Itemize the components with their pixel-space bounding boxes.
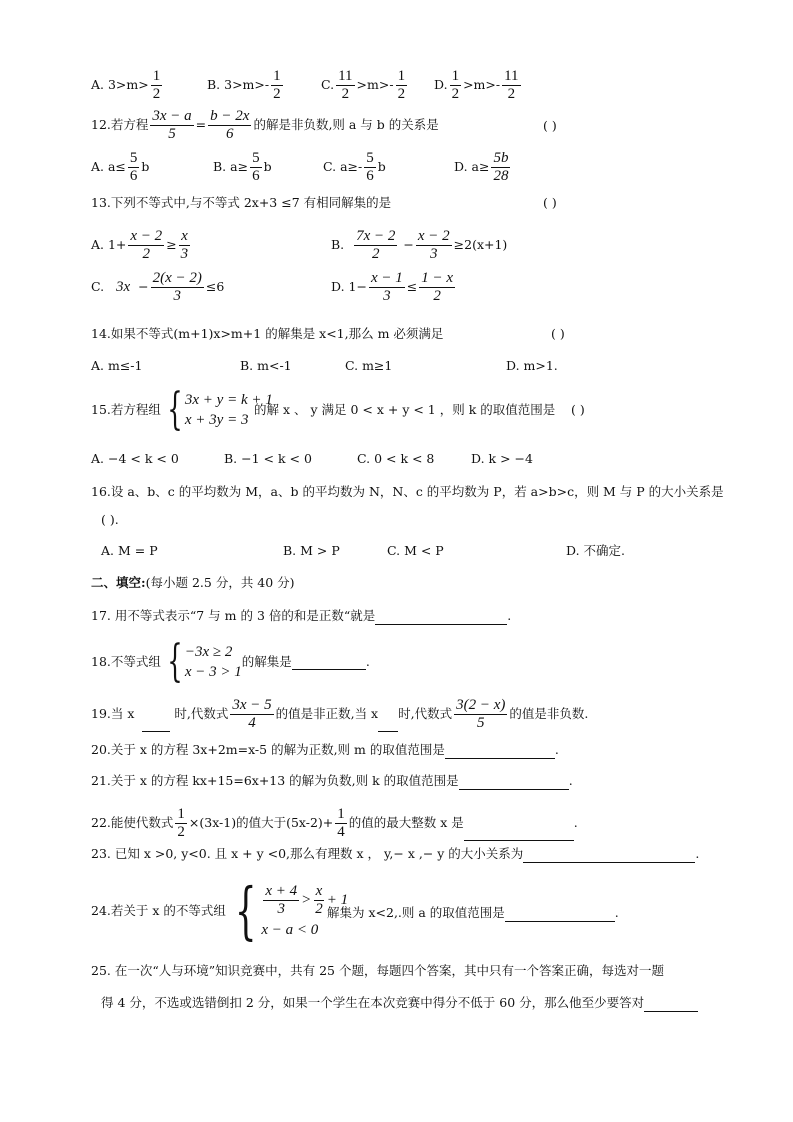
q20: 20.关于 x 的方程 3x+2m=x-5 的解为正数,则 m 的取值范围是 .: [91, 742, 559, 757]
q15-option-c: C. 0 < k < 8: [357, 451, 435, 466]
q11-option-a: A. 3>m> $\frac{1}{2}$: [91, 68, 161, 102]
fraction: $\frac{11}{2}$: [338, 68, 353, 102]
q16-stem: 16.设 a、b、c 的平均数为 M，a、b 的平均数为 N，N、c 的平均数为 P，若 a>b>c，则 M 与 P 的大小关系是: [91, 484, 724, 499]
left-brace: {: [167, 636, 183, 687]
answer-blank[interactable]: [644, 997, 698, 1012]
answer-blank[interactable]: [505, 907, 615, 922]
fraction: $\frac{1}{2}$: [451, 68, 460, 102]
q14-option-c: C. m≥1: [345, 358, 393, 373]
q12-option-c: C. a≥- $\frac{5}{6}$ b: [323, 150, 386, 184]
fraction: $\frac{7x - 2}{2}$: [356, 228, 396, 262]
q18: 18.不等式组 { −3x ≥ 2 x − 3 > 1 的解集是 .: [91, 636, 370, 687]
section-heading: 二、填空:(每小题 2.5 分，共 40 分): [91, 575, 295, 590]
q14-option-b: B. m<-1: [240, 358, 292, 373]
q12-option-d: D. a≥ $\frac{5b}{28}$: [454, 150, 509, 184]
answer-blank[interactable]: [464, 826, 574, 841]
fraction: $\frac{x}{3}$: [180, 228, 189, 262]
q15-option-a: A. −4 < k < 0: [91, 451, 179, 466]
inequality-system: { $\frac{x + 4}{3}$ > $\frac{x}{2}$ + 1 x − a < 0: [234, 874, 349, 947]
fraction: $\frac{x - 2}{2}$: [130, 228, 163, 262]
q11-option-c: C. $\frac{11}{2}$ >m>- $\frac{1}{2}$: [321, 68, 406, 102]
fraction: $\frac{3(2 - x)}{5}$: [456, 697, 506, 731]
q11-options: [91, 68, 164, 103]
q15-condition: 的解 x 、 y 满足 0 < x + y < 1 ，则 k 的取值范围是: [254, 402, 556, 417]
fraction: $\frac{5}{6}$: [129, 150, 138, 184]
left-brace: {: [234, 874, 257, 947]
q13-option-d: D. 1− $\frac{x - 1}{3}$ ≤ $\frac{1 - x}{2}$: [331, 270, 453, 304]
left-brace: {: [167, 384, 183, 435]
q14-option-a: A. m≤-1: [91, 358, 143, 373]
q25-line-2: 得 4 分，不选或选错倒扣 2 分，如果一个学生在本次竞赛中得分不低于 60 分，那么他至少要答对: [101, 994, 698, 1012]
answer-blank[interactable]: [375, 610, 507, 625]
q16-option-b: B. M > P: [283, 543, 340, 558]
answer-paren: ( ).: [101, 512, 119, 527]
fraction: $\frac{2(x - 2)}{3}$: [152, 270, 202, 304]
q12-option-a: A. a≤ $\frac{5}{6}$ b: [91, 150, 150, 184]
q16-option-a: A. M = P: [101, 543, 158, 558]
equation-system: { 3x + y = k + 1 x + 3y = 3: [167, 384, 273, 435]
q15-option-d: D. k > −4: [471, 451, 533, 466]
q14-stem: 14.如果不等式(m+1)x>m+1 的解集是 x<1,那么 m 必须满足: [91, 326, 444, 341]
fraction: $\frac{x - 1}{3}$: [370, 270, 403, 304]
fraction: $\frac{3x - a}{5}$: [152, 108, 192, 142]
answer-paren: ( ): [543, 195, 557, 210]
fraction: $\frac{3x - 5}{4}$: [232, 697, 272, 731]
q11-option-d: D. $\frac{1}{2}$ >m>- $\frac{11}{2}$: [434, 68, 519, 102]
q25-line-1: 25. 在一次“人与环境”知识竞赛中，共有 25 个题，每题四个答案，其中只有一个答案正确，每选对一题: [91, 963, 664, 978]
q15-stem: 15.若方程组 { 3x + y = k + 1 x + 3y = 3: [91, 384, 273, 435]
answer-blank[interactable]: [378, 717, 398, 732]
answer-blank[interactable]: [523, 848, 695, 863]
q13-stem: 13.下列不等式中,与不等式 2x+3 ≤7 有相同解集的是: [91, 195, 392, 210]
q24-condition: 解集为 x<2,.则 a 的取值范围是 .: [327, 905, 619, 920]
q12-stem: 12.若方程 $\frac{3x - a}{5}$ = $\frac{b - 2x}{6}$ 的解是非负数,则 a 与 b 的关系是: [91, 108, 439, 142]
q12-option-b: B. a≥ $\frac{5}{6}$ b: [213, 150, 272, 184]
fraction: $\frac{1}{2}$: [273, 68, 281, 102]
fraction: $\frac{1 - x}{2}$: [421, 270, 453, 304]
answer-blank[interactable]: [292, 655, 366, 670]
q23: 23. 已知 x >0, y<0. 且 x + y <0,那么有理数 x ， y,− x ,− y 的大小关系为 .: [91, 846, 700, 861]
fraction: $\frac{b - 2x}{6}$: [210, 108, 250, 142]
fraction: $\frac{11}{2}$: [504, 68, 519, 102]
q16-option-d: D. 不确定.: [566, 543, 625, 558]
answer-paren: ( ): [551, 326, 565, 341]
fraction: $\frac{1}{2}$: [152, 68, 161, 102]
answer-paren: ( ): [571, 402, 585, 417]
answer-blank[interactable]: [459, 775, 569, 790]
fraction: $\frac{1}{2}$: [177, 806, 185, 840]
q17: 17. 用不等式表示“7 与 m 的 3 倍的和是正数“就是 .: [91, 608, 512, 623]
q13-option-c: C. 3x − $\frac{2(x - 2)}{3}$ ≤6: [91, 270, 225, 304]
q11-option-b: B. 3>m>- $\frac{1}{2}$: [207, 68, 281, 102]
fraction: $\frac{x}{2}$: [315, 883, 323, 917]
fraction: $\frac{5}{6}$: [366, 150, 374, 184]
answer-paren: ( ): [543, 118, 557, 133]
system-row-1: $\frac{x + 4}{3}$ > $\frac{x}{2}$ + 1: [265, 883, 349, 917]
q15-option-b: B. −1 < k < 0: [224, 451, 312, 466]
q14-option-d: D. m>1.: [506, 358, 558, 373]
fraction: $\frac{1}{4}$: [337, 806, 345, 840]
q22: 22.能使代数式 $\frac{1}{2}$ ×(3x-1)的值大于(5x-2)+ $\frac{1}{4}$ 的值的最大整数 x 是 .: [91, 806, 578, 840]
fraction: $\frac{x - 2}{3}$: [417, 228, 450, 262]
q24: 24.若关于 x 的不等式组 { $\frac{x + 4}{3}$ > $\frac{x}{2}$ + 1 x − a < 0: [91, 874, 349, 947]
fraction: $\frac{5}{6}$: [252, 150, 260, 184]
answer-blank[interactable]: [445, 744, 555, 759]
fraction: $\frac{1}{2}$: [397, 68, 406, 102]
q13-option-b: B. $\frac{7x - 2}{2}$ − $\frac{x - 2}{3}$ ≥2(x+1): [331, 228, 508, 262]
fraction: $\frac{x + 4}{3}$: [265, 883, 298, 917]
inequality-system: { −3x ≥ 2 x − 3 > 1: [167, 636, 242, 687]
q13-option-a: A. 1+ $\frac{x - 2}{2}$ ≥ $\frac{x}{3}$: [91, 228, 189, 262]
q19: 19.当 x 时,代数式 $\frac{3x - 5}{4}$ 的值是非正数,当 x 时,代数式 $\frac{3(2 - x)}{5}$ 的值是非负数.: [91, 697, 589, 731]
q21: 21.关于 x 的方程 kx+15=6x+13 的解为负数,则 k 的取值范围是 .: [91, 773, 573, 788]
fraction: $\frac{5b}{28}$: [493, 150, 509, 184]
answer-blank[interactable]: [142, 717, 170, 732]
q16-option-c: C. M < P: [387, 543, 444, 558]
